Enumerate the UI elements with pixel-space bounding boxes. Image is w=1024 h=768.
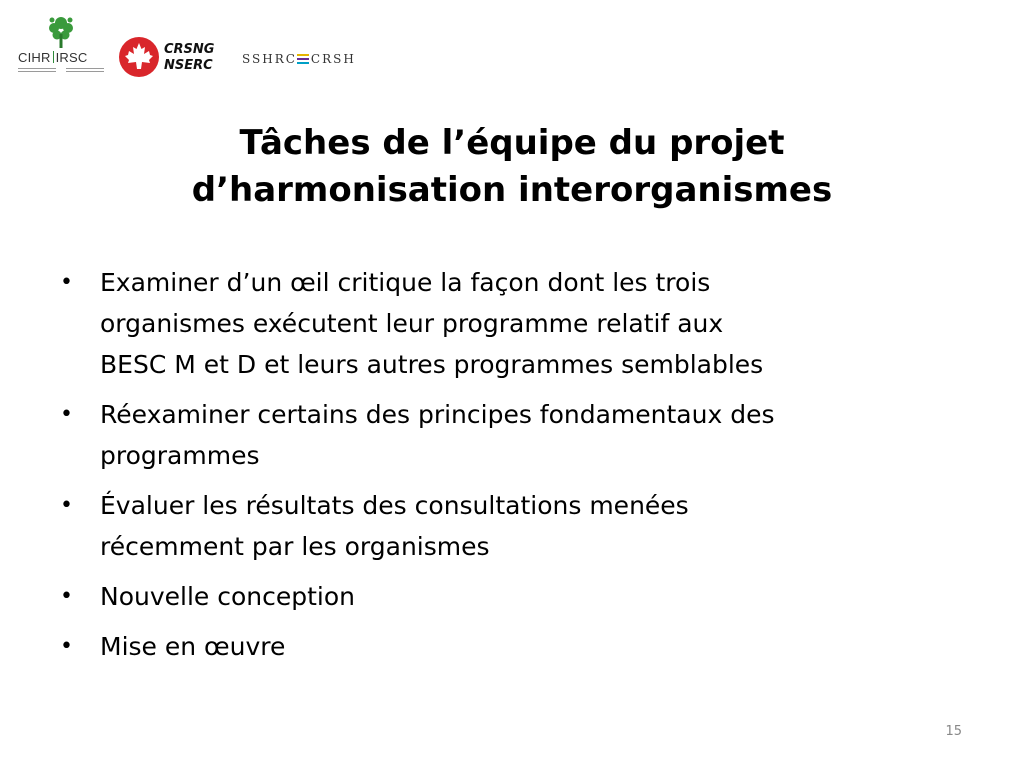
slide-title-line-2: d’harmonisation interorganismes xyxy=(191,170,833,210)
bullet-marker: • xyxy=(60,493,73,518)
bullet-line: Mise en œuvre xyxy=(100,632,286,661)
nserc-logo xyxy=(118,36,228,80)
bar-purple xyxy=(297,58,309,60)
bullet-line: récemment par les organismes xyxy=(100,532,490,561)
sshrc-text: SSHRC xyxy=(242,52,297,66)
bullet-line: Réexaminer certains des principes fondamentaux des xyxy=(100,400,775,429)
bullet-line: Évaluer les résultats des consultations menées xyxy=(100,491,689,520)
bullet-item xyxy=(58,394,958,476)
bullet-marker: • xyxy=(60,270,73,295)
nserc-text: NSERC xyxy=(164,58,213,73)
bullet-item xyxy=(58,262,958,385)
cihr-subtitle-lines xyxy=(18,66,104,76)
irsc-text: IRSC xyxy=(55,50,88,65)
page-number: 15 xyxy=(945,724,962,739)
sshrc-color-bars-icon xyxy=(297,53,309,65)
bullet-line: BESC M et D et leurs autres programmes semblables xyxy=(100,350,764,379)
cihr-wordmark xyxy=(18,50,104,65)
bullet-list xyxy=(58,262,958,676)
bullet-line: organismes exécutent leur programme relatif aux xyxy=(100,309,724,338)
bullet-line: Nouvelle conception xyxy=(100,582,356,611)
cihr-separator xyxy=(53,51,54,63)
bar-yellow xyxy=(297,54,309,56)
cihr-subtitle-en xyxy=(18,68,56,72)
tree-icon xyxy=(44,14,78,48)
cihr-subtitle-fr xyxy=(66,68,104,72)
bullet-item xyxy=(58,485,958,567)
sshrc-logo xyxy=(242,50,356,68)
bullet-marker: • xyxy=(60,402,73,427)
bullet-item xyxy=(58,576,958,617)
slide-title-line-1: Tâches de l’équipe du projet xyxy=(239,123,785,163)
bullet-item xyxy=(58,626,958,667)
slide-title xyxy=(60,120,964,214)
bullet-marker: • xyxy=(60,584,73,609)
cihr-logo xyxy=(18,14,104,76)
crsng-text: CRSNG xyxy=(164,42,215,57)
crsh-text: CRSH xyxy=(310,52,356,66)
bullet-line: programmes xyxy=(100,441,260,470)
bullet-marker: • xyxy=(60,634,73,659)
cihr-text: CIHR xyxy=(18,50,51,65)
nserc-wordmark xyxy=(164,42,214,74)
bar-blue xyxy=(297,62,309,64)
maple-leaf-icon xyxy=(118,36,160,78)
bullet-line: Examiner d’un œil critique la façon dont les trois xyxy=(100,268,711,297)
